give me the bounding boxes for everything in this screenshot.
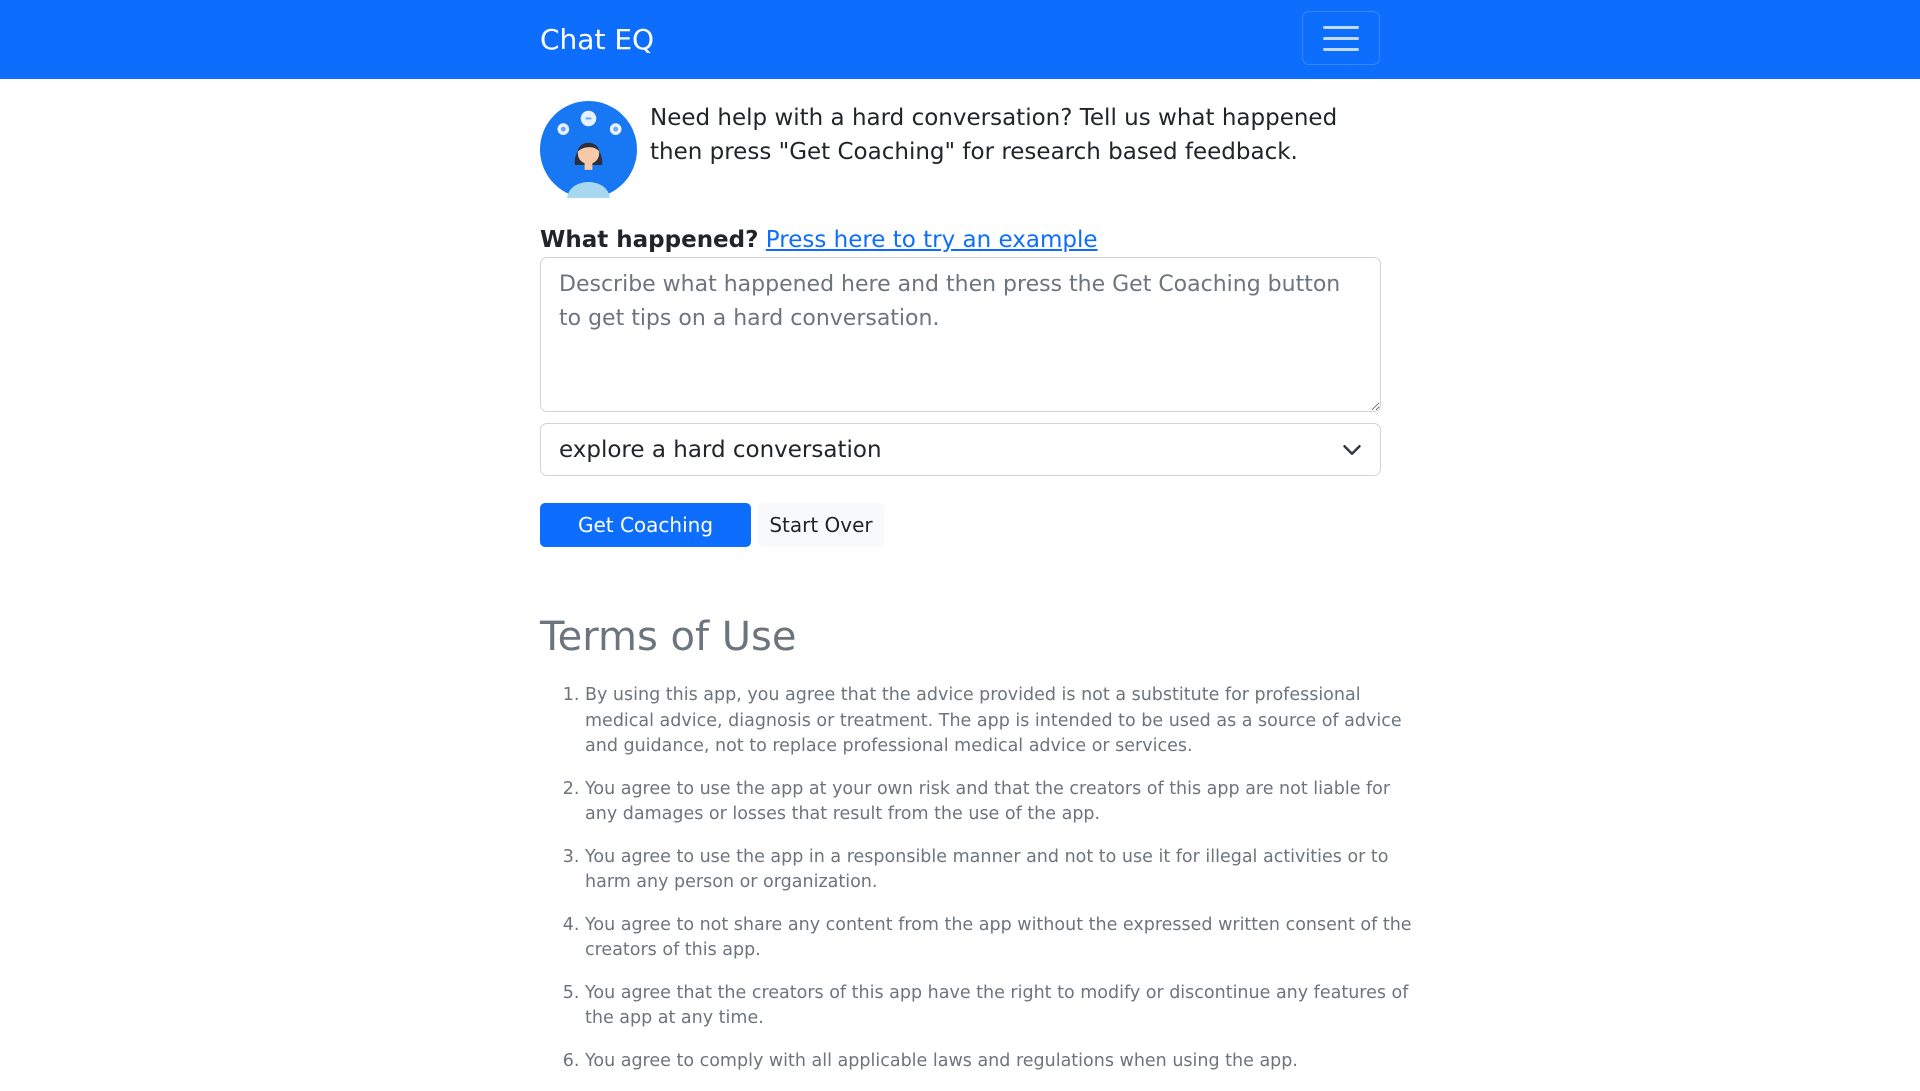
menu-bar <box>1323 48 1359 51</box>
what-happened-label: What happened? <box>540 227 759 253</box>
terms-item: 5. You agree that the creators of this app have the right to modify or discontinue any features of the app at any time. <box>585 981 1426 1032</box>
intro-text: Need help with a hard conversation? Tell us what happened then press "Get Coaching" for research based feedback. <box>650 105 1338 165</box>
select-value: explore a hard conversation <box>559 436 882 463</box>
terms-item: 2. You agree to use the app at your own risk and that the creators of this app are not liable for any damages or losses that result from the use of the app. <box>585 777 1426 828</box>
hamburger-menu-icon[interactable] <box>1302 11 1380 65</box>
terms-item: 4. You agree to not share any content from the app without the expressed written consent of the creators of this app. <box>585 913 1426 964</box>
terms-item: 1. By using this app, you agree that the advice provided is not a substitute for professional medical advice, diagnosis or treatment. The app is intended to be used as a source of advice and guidance, not to replace professional medical advice or services. <box>585 683 1426 760</box>
menu-bar <box>1323 37 1359 40</box>
menu-bar <box>1323 26 1359 29</box>
conversation-type-select[interactable] <box>540 423 1381 476</box>
intro-section <box>540 79 1381 199</box>
terms-item: 6. You agree to comply with all applicable laws and regulations when using the app. <box>585 1049 1426 1075</box>
what-happened-input[interactable] <box>540 257 1381 412</box>
terms-title: Terms of Use <box>540 614 797 660</box>
woman-avatar-icon <box>540 101 637 198</box>
chevron-down-icon <box>1342 440 1362 460</box>
brand-title[interactable]: Chat EQ <box>540 23 655 56</box>
what-happened-label-row <box>540 223 1098 257</box>
terms-list <box>540 683 1426 1091</box>
start-over-button[interactable]: Start Over <box>758 503 884 547</box>
main-container <box>540 79 1412 1071</box>
navbar <box>0 0 1920 79</box>
get-coaching-button[interactable]: Get Coaching <box>540 503 751 547</box>
example-link[interactable]: Press here to try an example <box>765 227 1098 253</box>
terms-item: 3. You agree to use the app in a responsible manner and not to use it for illegal activities or to harm any person or organization. <box>585 845 1426 896</box>
